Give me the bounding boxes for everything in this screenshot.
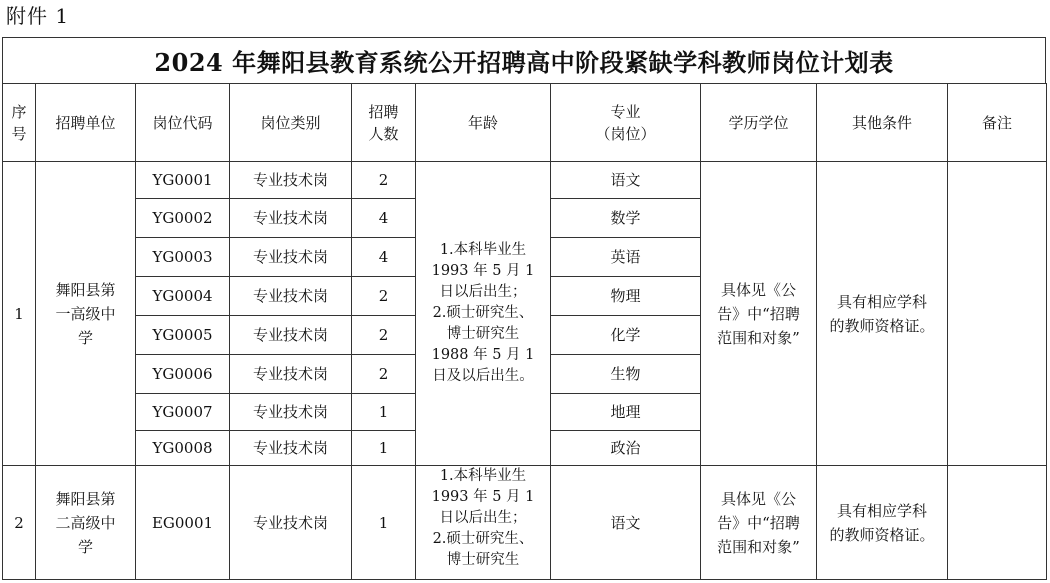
row-major: 生物: [551, 355, 701, 394]
row-code: YG0002: [136, 199, 230, 238]
row-category: 专业技术岗: [230, 355, 352, 394]
row-category: 专业技术岗: [230, 238, 352, 277]
row-major: 政治: [551, 431, 701, 466]
header-index: 序 号: [3, 84, 36, 162]
group-2-other: 具有相应学科 的教师资格证。: [817, 466, 948, 580]
header-unit: 招聘单位: [36, 84, 136, 162]
row-code: YG0008: [136, 431, 230, 466]
group-1-degree: 具体见《公 告》中“招聘 范围和对象”: [701, 162, 817, 466]
row-code: YG0001: [136, 162, 230, 199]
row-category: 专业技术岗: [230, 316, 352, 355]
row-code: YG0004: [136, 277, 230, 316]
row-category: 专业技术岗: [230, 162, 352, 199]
group-2-age: 1.本科毕业生 1993 年 5 月 1 日以后出生； 2.硕士研究生、 博士研究生: [431, 468, 535, 568]
group-1-remark: [948, 162, 1047, 466]
header-remark: 备注: [948, 84, 1047, 162]
row-count: 2: [352, 277, 416, 316]
header-count: 招聘 人数: [352, 84, 416, 162]
row-count: 4: [352, 199, 416, 238]
row-major: 物理: [551, 277, 701, 316]
header-degree: 学历学位: [701, 84, 817, 162]
row-count: 1: [352, 466, 416, 580]
group-2-unit: 舞阳县第 二高级中 学: [36, 466, 136, 580]
table-title: 2024 年舞阳县教育系统公开招聘高中阶段紧缺学科教师岗位计划表: [2, 37, 1046, 83]
row-major: 数学: [551, 199, 701, 238]
row-code: YG0007: [136, 394, 230, 431]
group-1-age: 1.本科毕业生 1993 年 5 月 1 日以后出生； 2.硕士研究生、 博士研究生 1988 年 5 月 1 日及以后出生。: [416, 162, 551, 466]
header-row: [3, 84, 1047, 162]
row-major: 语文: [551, 162, 701, 199]
group-2-degree: 具体见《公 告》中“招聘 范围和对象”: [701, 466, 817, 580]
row-category: 专业技术岗: [230, 277, 352, 316]
row-code: YG0003: [136, 238, 230, 277]
row-category: 专业技术岗: [230, 394, 352, 431]
row-major: 语文: [551, 466, 701, 580]
group-1-unit: 舞阳县第 一高级中 学: [36, 162, 136, 466]
group-1-index: 1: [3, 162, 36, 466]
row-count: 2: [352, 355, 416, 394]
attachment-label: 附件 1: [6, 4, 70, 28]
group-2-age-cell: [416, 466, 551, 580]
row-category: 专业技术岗: [230, 466, 352, 580]
table-row: [3, 466, 1047, 580]
row-count: 1: [352, 431, 416, 466]
table-row: [3, 162, 1047, 199]
row-major: 化学: [551, 316, 701, 355]
row-category: 专业技术岗: [230, 431, 352, 466]
row-count: 2: [352, 162, 416, 199]
group-2-remark: [948, 466, 1047, 580]
recruitment-plan-table: [2, 83, 1047, 580]
row-count: 2: [352, 316, 416, 355]
header-category: 岗位类别: [230, 84, 352, 162]
header-age: 年龄: [416, 84, 551, 162]
header-other: 其他条件: [817, 84, 948, 162]
row-code: YG0006: [136, 355, 230, 394]
row-code: EG0001: [136, 466, 230, 580]
header-major: 专业 （岗位）: [551, 84, 701, 162]
group-1-other: 具有相应学科 的教师资格证。: [817, 162, 948, 466]
row-major: 英语: [551, 238, 701, 277]
row-category: 专业技术岗: [230, 199, 352, 238]
row-count: 1: [352, 394, 416, 431]
header-code: 岗位代码: [136, 84, 230, 162]
row-major: 地理: [551, 394, 701, 431]
group-2-index: 2: [3, 466, 36, 580]
row-code: YG0005: [136, 316, 230, 355]
row-count: 4: [352, 238, 416, 277]
